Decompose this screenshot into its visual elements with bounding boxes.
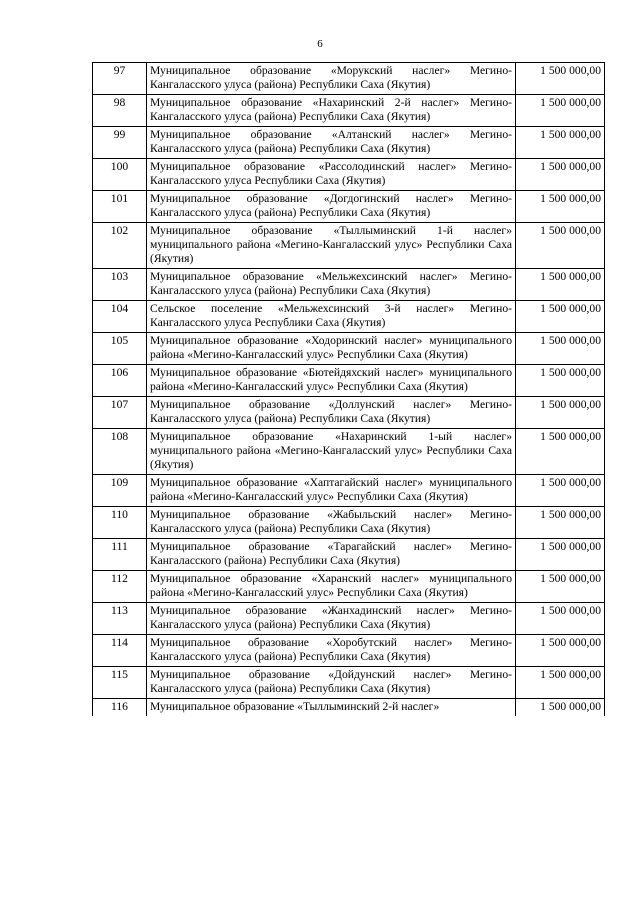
table-row [93,223,605,269]
row-amount: 1 500 000,00 [516,635,605,667]
row-amount: 1 500 000,00 [516,603,605,635]
row-amount: 1 500 000,00 [516,571,605,603]
table-body [93,63,605,717]
row-number: 99 [93,127,147,159]
row-entity-name: Муниципальное образование «Алтанский наслег» Мегино-Кангаласского улуса (района) Республики Саха (Якутия) [147,127,516,159]
table-row [93,429,605,475]
row-amount: 1 500 000,00 [516,699,605,717]
row-amount: 1 500 000,00 [516,539,605,571]
row-entity-name: Муниципальное образование «Бютейдяхский наслег» муниципального района «Мегино-Кангаласский улус» Республики Саха (Якутия) [147,365,516,397]
page-number: 6 [317,38,323,50]
row-amount: 1 500 000,00 [516,223,605,269]
row-amount: 1 500 000,00 [516,475,605,507]
row-entity-name: Муниципальное образование «Ходоринский наслег» муниципального района «Мегино-Кангаласский улус» Республики Саха (Якутия) [147,333,516,365]
row-amount: 1 500 000,00 [516,397,605,429]
row-number: 103 [93,269,147,301]
row-entity-name: Муниципальное образование «Дойдунский наслег» Мегино-Кангаласского улуса (района) Республики Саха (Якутия) [147,667,516,699]
row-amount: 1 500 000,00 [516,507,605,539]
table-row [93,397,605,429]
row-entity-name: Муниципальное образование «Хоробутский наслег» Мегино-Кангаласского улуса (района) Республики Саха (Якутия) [147,635,516,667]
row-number: 105 [93,333,147,365]
row-number: 109 [93,475,147,507]
table-row [93,507,605,539]
row-number: 100 [93,159,147,191]
allocation-table [92,62,605,716]
table-row [93,667,605,699]
row-number: 111 [93,539,147,571]
row-amount: 1 500 000,00 [516,301,605,333]
row-entity-name: Муниципальное образование «Морукский наслег» Мегино-Кангаласского улуса (района) Республики Саха (Якутия) [147,63,516,95]
table-row [93,95,605,127]
row-amount: 1 500 000,00 [516,333,605,365]
row-number: 107 [93,397,147,429]
table-row [93,539,605,571]
row-number: 116 [93,699,147,717]
row-amount: 1 500 000,00 [516,191,605,223]
row-entity-name: Муниципальное образование «Жанхадинский наслег» Мегино-Кангаласского улуса (района) Республики Саха (Якутия) [147,603,516,635]
row-number: 108 [93,429,147,475]
row-number: 98 [93,95,147,127]
row-entity-name: Муниципальное образование «Харанский наслег» муниципального района «Мегино-Кангаласский улус» Республики Саха (Якутия) [147,571,516,603]
row-number: 101 [93,191,147,223]
row-entity-name: Муниципальное образование «Тыллыминский 1-й наслег» муниципального района «Мегино-Кангаласский улус» Республики Саха (Якутия) [147,223,516,269]
row-entity-name: Муниципальное образование «Рассолодинский наслег» Мегино-Кангаласского улуса Республики Саха (Якутия) [147,159,516,191]
row-amount: 1 500 000,00 [516,127,605,159]
row-entity-name: Сельское поселение «Мельжехсинский 3-й наслег» Мегино-Кангаласского улуса Республики Саха (Якутия) [147,301,516,333]
row-amount: 1 500 000,00 [516,95,605,127]
table-row [93,127,605,159]
row-entity-name: Муниципальное образование «Нахаринский 2-й наслег» Мегино-Кангаласского улуса (района) Республики Саха (Якутия) [147,95,516,127]
row-amount: 1 500 000,00 [516,365,605,397]
row-number: 112 [93,571,147,603]
row-amount: 1 500 000,00 [516,269,605,301]
row-entity-name: Муниципальное образование «Тарагайский наслег» Мегино-Кангаласского (района) Республики Саха (Якутия) [147,539,516,571]
row-amount: 1 500 000,00 [516,667,605,699]
row-entity-name: Муниципальное образование «Мельжехсинский наслег» Мегино-Кангаласского улуса (района) Республики Саха (Якутия) [147,269,516,301]
table-row [93,191,605,223]
table-row [93,301,605,333]
row-entity-name: Муниципальное образование «Тыллыминский 2-й наслег» [147,699,516,717]
table-row [93,699,605,717]
row-amount: 1 500 000,00 [516,63,605,95]
row-amount: 1 500 000,00 [516,429,605,475]
row-number: 104 [93,301,147,333]
table-row [93,365,605,397]
table-row [93,159,605,191]
row-entity-name: Муниципальное образование «Жабыльский наслег» Мегино-Кангаласского улуса (района) Республики Саха (Якутия) [147,507,516,539]
row-number: 114 [93,635,147,667]
row-entity-name: Муниципальное образование «Нахаринский 1-ый наслег» муниципального района «Мегино-Кангаласский улус» Республики Саха (Якутия) [147,429,516,475]
row-number: 97 [93,63,147,95]
table-row [93,269,605,301]
row-number: 110 [93,507,147,539]
row-entity-name: Муниципальное образование «Догдогинский наслег» Мегино-Кангаласского улуса (района) Республики Саха (Якутия) [147,191,516,223]
table-row [93,603,605,635]
table-row [93,333,605,365]
table-row [93,635,605,667]
row-amount: 1 500 000,00 [516,159,605,191]
row-entity-name: Муниципальное образование «Хаптагайский наслег» муниципального района «Мегино-Кангаласский улус» Республики Саха (Якутия) [147,475,516,507]
table-row [93,475,605,507]
table-row [93,63,605,95]
row-number: 106 [93,365,147,397]
table-row [93,571,605,603]
row-entity-name: Муниципальное образование «Доллунский наслег» Мегино-Кангаласского улуса (района) Республики Саха (Якутия) [147,397,516,429]
row-number: 102 [93,223,147,269]
row-number: 113 [93,603,147,635]
row-number: 115 [93,667,147,699]
